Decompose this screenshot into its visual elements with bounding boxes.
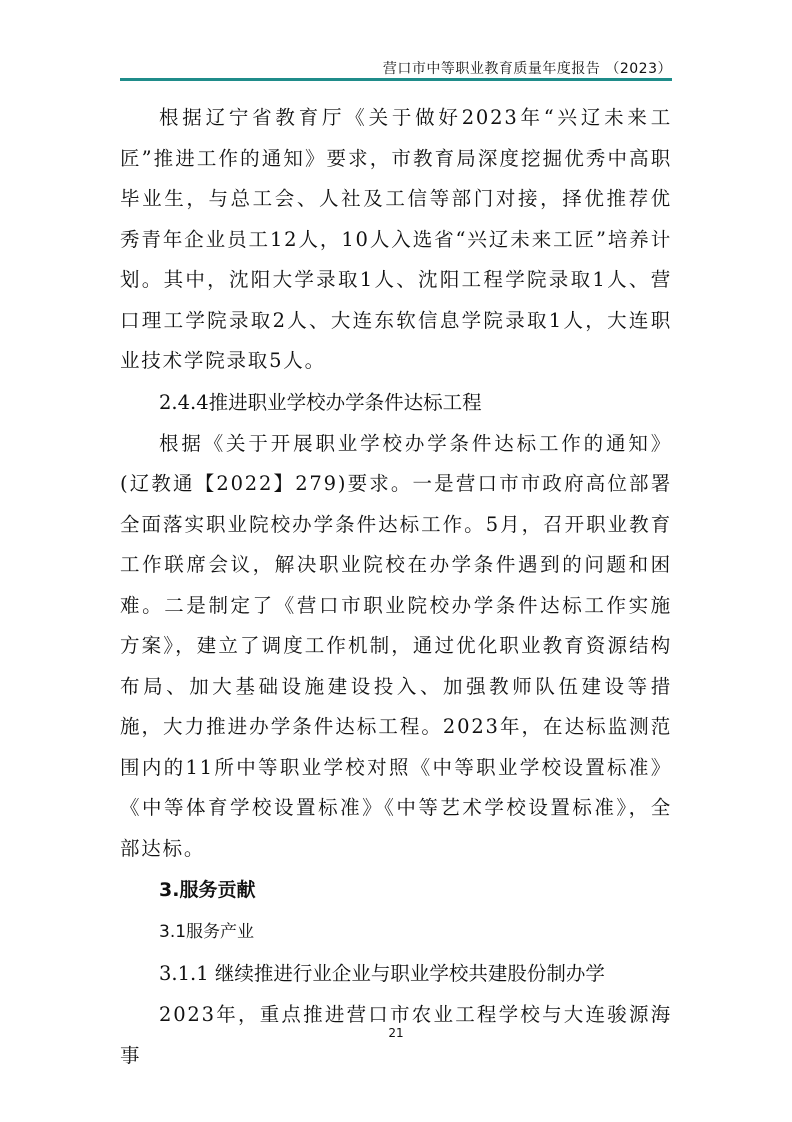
paragraph-joint-stock-schools: 2023年，重点推进营口市农业工程学校与大连骏源海事: [120, 1003, 672, 1067]
running-header: 营口市中等职业教育质量年度报告 （2023）: [382, 61, 672, 77]
header-divider: [120, 78, 672, 81]
section-heading-2-4-4: 2.4.4推进职业学校办学条件达标工程: [159, 390, 482, 414]
page-body: [120, 98, 672, 1076]
paragraph-school-standards: 根据《关于开展职业学校办学条件达标工作的通知》(辽教通【2022】279)要求。一是营口市市政府高位部署全面落实职业院校办学条件达标工作。5月，召开职业教育工作联席会议，解决职业院校在办学条件遇到的问题和困难。二是制定了《营口市职业院校办学条件达标工作实施方案》，建立了调度工作机制，通过优化职业教育资源结构布局、加大基础设施建设投入、加强教师队伍建设等措施，大力推进办学条件达标工程。2023年，在达标监测范围内的11所中等职业学校对照《中等职业学校设置标准》《中等体育学校设置标准》《中等艺术学校设置标准》，全部达标。: [120, 431, 672, 860]
page-number: 21: [388, 1026, 404, 1040]
section-heading-3: 3.服务贡献: [159, 879, 256, 901]
section-heading-3-1-1: 3.1.1 继续推进行业企业与职业学校共建股份制办学: [159, 962, 605, 985]
paragraph-future-craftsmen: 根据辽宁省教育厅《关于做好2023年“兴辽未来工匠”推进工作的通知》要求，市教育局深度挖掘优秀中高职毕业生，与总工会、人社及工信等部门对接，择优推荐优秀青年企业员工12人，10人入选省“兴辽未来工匠”培养计划。其中，沈阳大学录取1人、沈阳工程学院录取1人、营口理工学院录取2人、大连东软信息学院录取1人，大连职业技术学院录取5人。: [120, 106, 672, 372]
section-heading-3-1: 3.1服务产业: [159, 922, 255, 942]
